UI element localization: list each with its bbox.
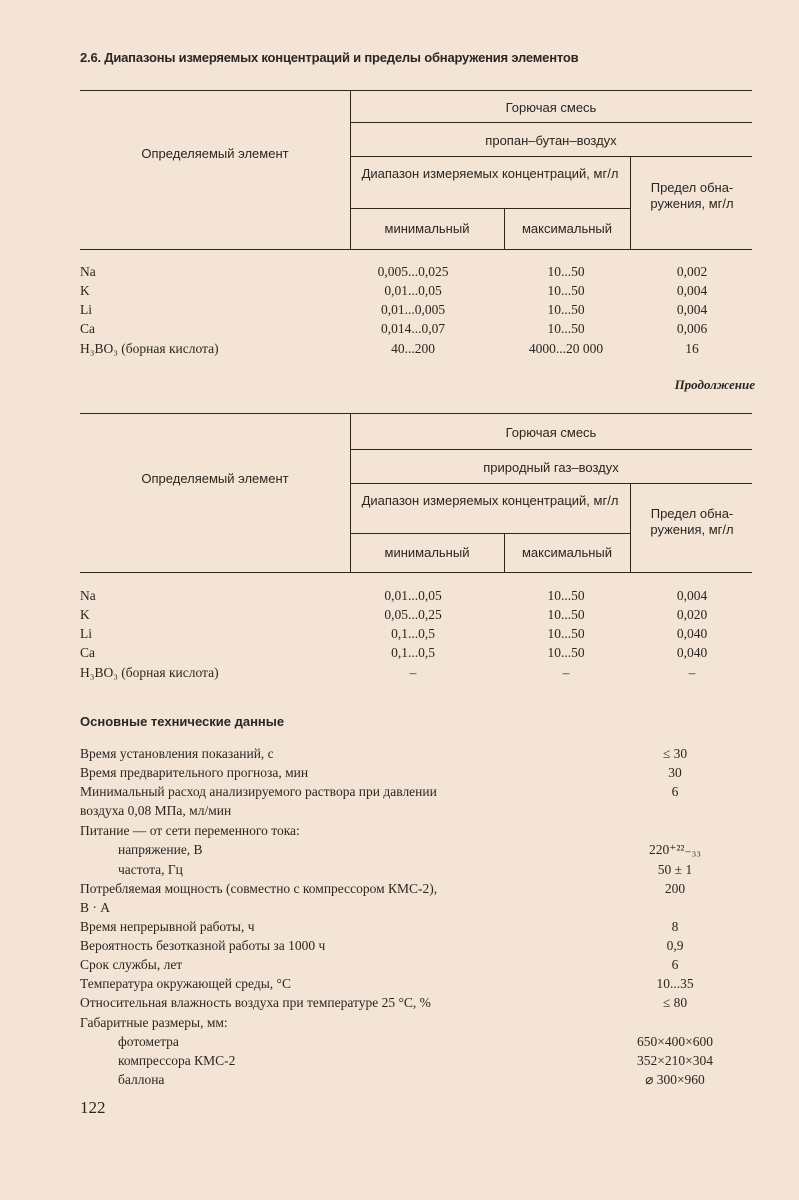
cell-min: 0,05...0,25 (384, 607, 442, 622)
cell-limit: – (688, 665, 696, 680)
table-row (80, 302, 760, 321)
spec-label: Время установления показаний, с (80, 746, 274, 761)
spec-value: ⌀ 300×960 (645, 1072, 705, 1087)
spec-label: Питание — от сети переменного тока: (80, 823, 300, 838)
spec-value: 50 ± 1 (657, 862, 693, 877)
spec-value: 220⁺²²₋₃₃ (648, 842, 701, 857)
spec-label: Габаритные размеры, мм: (80, 1015, 228, 1030)
table-row (80, 626, 760, 645)
cell-min: 0,005...0,025 (377, 264, 449, 279)
table-row (80, 645, 760, 664)
cell-element: H₃BO₃ (борная кислота) (80, 341, 219, 356)
spec-label: Относительная влажность воздуха при температуре 25 °С, % (80, 995, 431, 1010)
spec-label: частота, Гц (118, 862, 183, 877)
page-number: 122 (80, 1098, 106, 1117)
spec-label: В · А (80, 900, 110, 915)
continuation-label: Продолжение (674, 377, 755, 392)
range-header: Диапазон измеряемых концентраций, мг/л (361, 166, 619, 181)
spec-label: Потребляемая мощность (совместно с компрессором КМС-2), (80, 881, 438, 896)
cell-max: 10...50 (547, 302, 585, 317)
mixture-header: пропан–бутан–воздух (485, 133, 617, 148)
section-title: 2.6. Диапазоны измеряемых концентраций и пределы обнаружения элементов (80, 50, 579, 65)
limit-header: Предел обна-ружения, мг/л (650, 180, 734, 211)
cell-min: 0,014...0,07 (380, 321, 446, 336)
cell-element: Na (80, 588, 96, 603)
cell-element: H₃BO₃ (борная кислота) (80, 665, 219, 680)
table2-header (80, 413, 752, 573)
table-row (80, 588, 760, 607)
cell-element: K (80, 607, 90, 622)
spec-label: Срок службы, лет (80, 957, 183, 972)
cell-limit: 0,040 (676, 645, 708, 660)
cell-min: 0,01...0,05 (384, 588, 442, 603)
flame-header: Горючая смесь (505, 100, 597, 115)
spec-label: Вероятность безотказной работы за 1000 ч (80, 938, 326, 953)
column-element-header: Определяемый элемент (141, 146, 289, 161)
table-row (80, 264, 760, 283)
cell-min: – (409, 665, 417, 680)
table-row (80, 607, 760, 626)
cell-element: Ca (80, 321, 95, 336)
spec-value: 6 (671, 784, 679, 799)
spec-label: Время непрерывной работы, ч (80, 919, 255, 934)
cell-min: 0,01...0,005 (380, 302, 446, 317)
cell-element: Na (80, 264, 96, 279)
cell-min: 0,01...0,05 (384, 283, 442, 298)
spec-value: 200 (664, 881, 686, 896)
spec-label: воздуха 0,08 МПа, мл/мин (80, 803, 232, 818)
specs-title: Основные технические данные (80, 714, 285, 729)
range-header: Диапазон измеряемых концентраций, мг/л (361, 493, 619, 508)
cell-limit: 0,040 (676, 626, 708, 641)
spec-value: 6 (671, 957, 679, 972)
spec-value: 8 (671, 919, 679, 934)
spec-label: Время предварительного прогноза, мин (80, 765, 309, 780)
table-row (80, 341, 760, 360)
cell-limit: 0,004 (676, 302, 708, 317)
spec-value: ≤ 80 (662, 995, 688, 1010)
cell-element: K (80, 283, 90, 298)
table-row (80, 665, 760, 684)
cell-min: 40...200 (391, 341, 435, 356)
cell-limit: 0,006 (676, 321, 708, 336)
spec-value: 352×210×304 (637, 1053, 713, 1068)
table1-header (80, 90, 752, 250)
spec-label: Минимальный расход анализируемого раствора при давлении (80, 784, 437, 799)
spec-label: фотометра (118, 1034, 179, 1049)
mixture-header: природный газ–воздух (483, 460, 619, 475)
cell-max: 10...50 (547, 607, 585, 622)
cell-element: Li (80, 626, 92, 641)
min-header: минимальный (384, 545, 470, 560)
spec-label: компрессора КМС-2 (118, 1053, 236, 1068)
spec-value: ≤ 30 (662, 746, 688, 761)
spec-value: 10...35 (656, 976, 694, 991)
cell-max: 10...50 (547, 321, 585, 336)
spec-value: 0,9 (666, 938, 684, 953)
spec-value: 30 (668, 765, 682, 780)
spec-label: напряжение, В (118, 842, 203, 857)
table-row (80, 283, 760, 302)
cell-limit: 0,004 (676, 283, 708, 298)
flame-header: Горючая смесь (505, 425, 597, 440)
cell-max: 10...50 (547, 626, 585, 641)
cell-max: – (562, 665, 570, 680)
spec-label: Температура окружающей среды, °С (80, 976, 291, 991)
max-header: максимальный (521, 545, 613, 560)
cell-limit: 0,002 (676, 264, 708, 279)
limit-header: Предел обна-ружения, мг/л (650, 506, 734, 537)
column-element-header: Определяемый элемент (141, 471, 289, 486)
cell-max: 10...50 (547, 264, 585, 279)
cell-element: Li (80, 302, 92, 317)
spec-label: баллона (118, 1072, 165, 1087)
cell-max: 10...50 (547, 588, 585, 603)
cell-max: 10...50 (547, 283, 585, 298)
cell-limit: 0,004 (676, 588, 708, 603)
cell-min: 0,1...0,5 (391, 645, 435, 660)
cell-min: 0,1...0,5 (391, 626, 435, 641)
cell-element: Ca (80, 645, 95, 660)
cell-limit: 0,020 (676, 607, 708, 622)
cell-limit: 16 (685, 341, 699, 356)
min-header: минимальный (384, 221, 470, 236)
cell-max: 4000...20 000 (528, 341, 604, 356)
cell-max: 10...50 (547, 645, 585, 660)
max-header: максимальный (521, 221, 613, 236)
table-row (80, 321, 760, 340)
spec-value: 650×400×600 (637, 1034, 713, 1049)
